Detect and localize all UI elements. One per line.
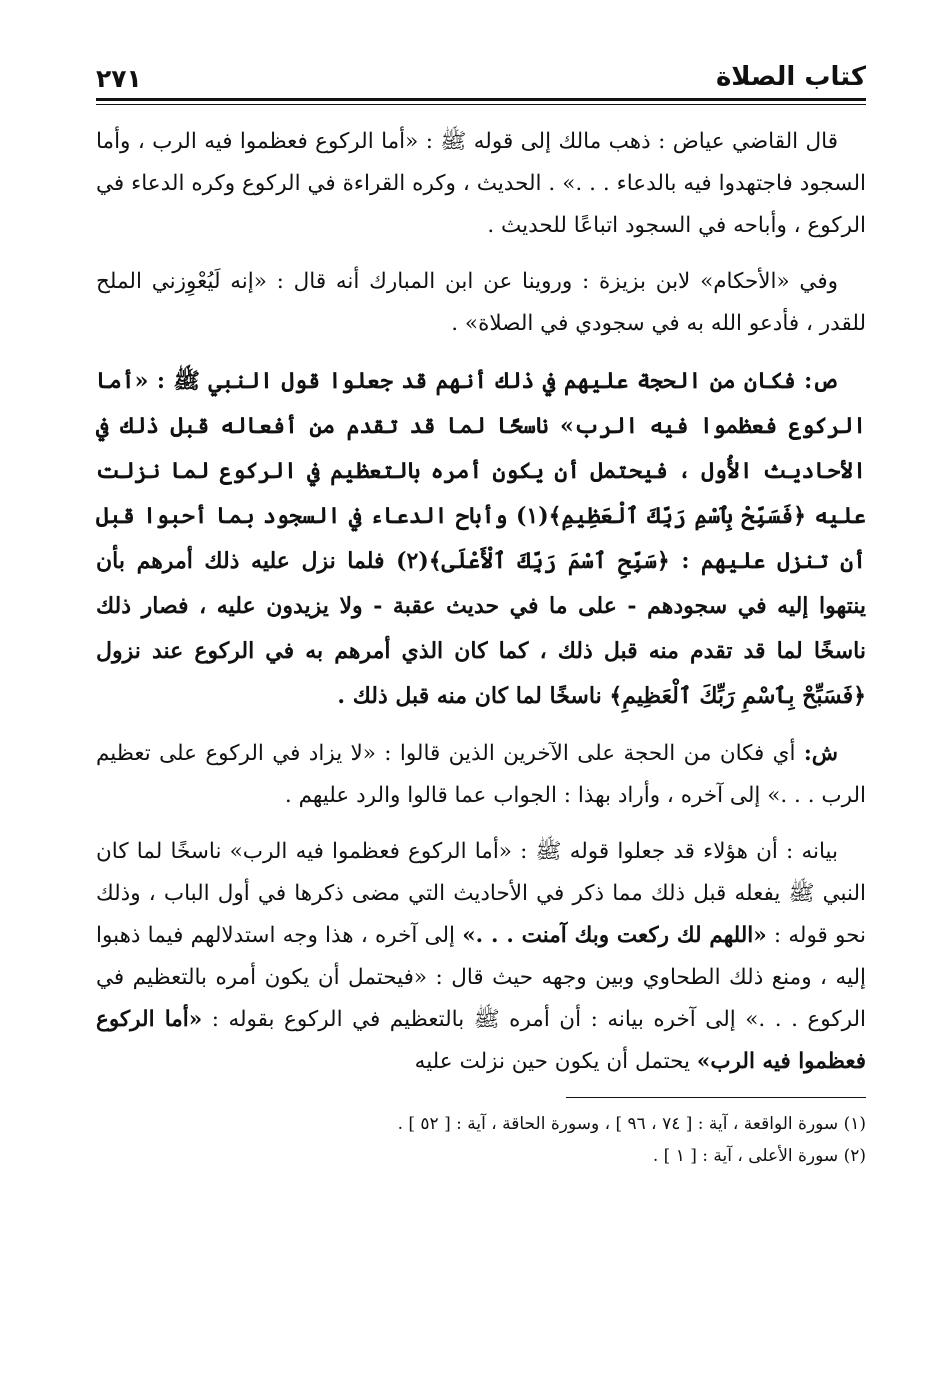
paragraph-ahkam: وفي «الأحكام» لابن بزيزة : وروينا عن ابن المبارك أنه قال : «إنه لَيُعْوِزني الملح للقدر ، فأدعو الله به في سجودي في الصلاة» . xyxy=(96,269,866,336)
book-page xyxy=(96,40,866,1360)
sharh-text: أي فكان من الحجة على الآخرين الذين قالوا : «لا يزاد في الركوع على تعظيم الرب . . .» إلى آخره ، وأراد بهذا : الجواب عما قالوا والرد عليهم . xyxy=(96,741,866,808)
bayanuhu-text-c: يحتمل أن يكون حين نزلت عليه xyxy=(414,1049,697,1074)
running-title: كتاب الصلاة xyxy=(715,62,866,93)
matn-marker: ص: xyxy=(804,368,838,394)
bayanuhu-text-b: إلى آخره ، هذا وجه استدلالهم فيما ذهبوا إليه ، ومنع ذلك الطحاوي وبين وجهه حيث قال : «فيحتمل أن يكون أمره بالتعظيم في الركوع . . .» إلى آخره بيانه : أن أمره ﷺ بالتعظيم في الركوع بقوله : xyxy=(96,923,866,1032)
page-number: ٢٧١ xyxy=(96,63,142,93)
footnote-1: (١) سورة الواقعة ، آية : [ ٧٤ ، ٩٦ ] ، وسورة الحاقة ، آية : [ ٥٢ ] . xyxy=(397,1114,866,1134)
paragraph-matn xyxy=(96,359,866,719)
bayanuhu-text-a: بيانه : أن هؤلاء قد جعلوا قوله ﷺ : «أما الركوع فعظموا فيه الرب» ناسخًا لما كان النبي ﷺ يفعله قبل ذلك مما ذكر في الأحاديث التي مضى ذكرها في أول الباب ، وذلك نحو قوله : xyxy=(96,839,866,948)
page-body xyxy=(96,121,866,1083)
sharh-marker: ش: xyxy=(803,741,838,766)
paragraph-bayanuhu xyxy=(96,831,866,1083)
footnote-2: (٢) سورة الأعلى ، آية : [ ١ ] . xyxy=(652,1146,866,1166)
header-rule-thick xyxy=(96,98,866,101)
footnote-rule xyxy=(566,1097,866,1098)
paragraph-sharh xyxy=(96,733,866,817)
bayanuhu-quote-2: «أما الركوع فعظموا فيه الرب» xyxy=(96,1007,866,1074)
page-header xyxy=(96,40,866,96)
paragraph-qadi-iyad: قال القاضي عياض : ذهب مالك إلى قوله ﷺ : «أما الركوع فعظموا فيه الرب ، وأما السجود فاجتهدوا فيه بالدعاء . . .» . الحديث ، وكره القراءة في الركوع وكره الدعاء في الركوع ، وأباحه في السجود اتباعًا للحديث . xyxy=(96,129,866,238)
matn-text: فكان من الحجة عليهم في ذلك أنهم قد جعلوا قول النبي ﷺ : «أما الركوع فعظموا فيه الرب» ناسخًا لما قد تقدم من أفعاله قبل ذلك في الأحاديث الأُول ، فيحتمل أن يكون أمره بالتعظيم في الركوع لما نزلت عليه ﴿فَسَبِّحْ بِٱسْمِ رَبِّكَ ٱلْعَظِيمِ﴾(١) وأباح الدعاء في السجود بما أحبوا قبل أن تنزل عليهم : ﴿سَبِّحِ ٱسْمَ رَبِّكَ ٱلْأَعْلَى﴾(٢) فلما نزل عليه ذلك أمرهم بأن ينتهوا إليه في سجودهم - على ما في حديث عقبة - ولا يزيدون عليه ، فصار ذلك ناسخًا لما قد تقدم منه قبل ذلك ، كما كان الذي أمرهم به في الركوع عند نزول ﴿فَسَبِّحْ بِٱسْمِ رَبِّكَ ٱلْعَظِيمِ﴾ ناسخًا لما كان منه قبل ذلك . xyxy=(96,368,867,709)
header-rule-thin xyxy=(96,104,866,105)
bayanuhu-quote-1: «اللهم لك ركعت وبك آمنت . . .» xyxy=(462,923,767,948)
